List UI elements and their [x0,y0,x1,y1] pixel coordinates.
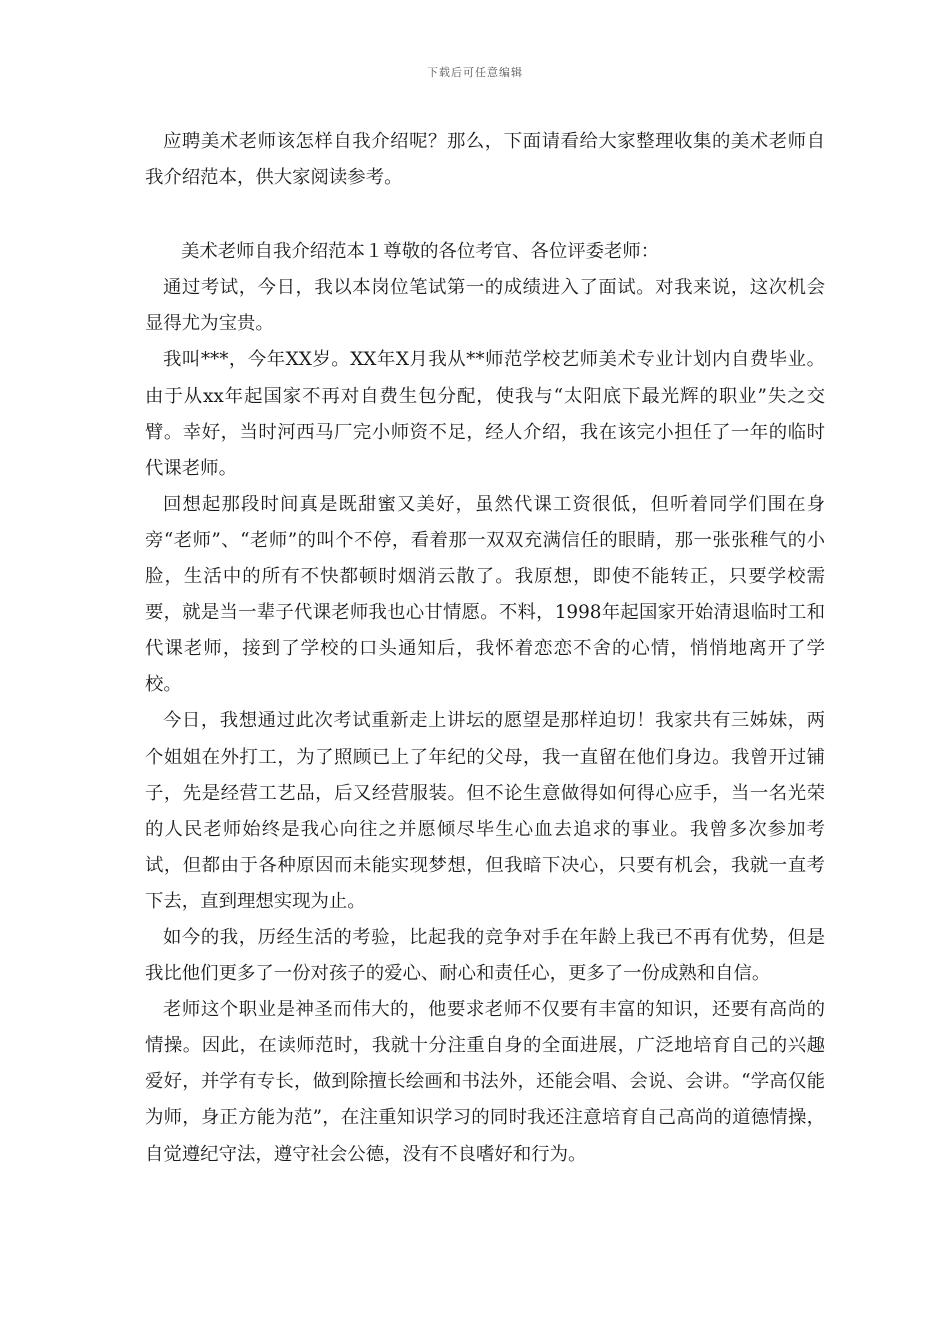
body-paragraph: 通过考试，今日，我以本岗位笔试第一的成绩进入了面试。对我来说，这次机会显得尤为宝贵。 [145,277,825,335]
page-header: 下载后可任意编辑 [427,66,523,79]
document-body [145,124,825,1173]
intro-paragraph: 应聘美术老师该怎样自我介绍呢？那么，下面请看给大家整理收集的美术老师自我介绍范本，供大家阅读参考。 [145,131,825,189]
section-heading: 美术老师自我介绍范本１尊敬的各位考官、各位评委老师： [181,241,660,263]
body-paragraph: 我叫***，今年XX岁。XX年X月我从**师范学校艺师美术专业计划内自费毕业。由于从xx年起国家不再对自费生包分配，使我与“太阳底下最光辉的职业”失之交臂。幸好，当时河西马厂完小师资不足，经人介绍，我在该完小担任了一年的临时代课老师。 [145,349,825,479]
body-paragraph: 回想起那段时间真是既甜蜜又美好，虽然代课工资很低，但听着同学们围在身旁“老师”、“老师”的叫个不停，看着那一双双充满信任的眼睛，那一张张稚气的小脸，生活中的所有不快都顿时烟消云散了。我原想，即使不能转正，只要学校需要，就是当一辈子代课老师我也心甘情愿。不料，1998年起国家开始清退临时工和代课老师，接到了学校的口头通知后，我怀着恋恋不舍的心情，悄悄地离开了学校。 [145,493,825,696]
body-paragraph: 如今的我，历经生活的考验，比起我的竞争对手在年龄上我已不再有优势，但是我比他们更多了一份对孩子的爱心、耐心和责任心，更多了一份成熟和自信。 [145,926,825,985]
body-paragraph: 老师这个职业是神圣而伟大的，他要求老师不仅要有丰富的知识，还要有高尚的情操。因此，在读师范时，我就十分注重自身的全面进展，广泛地培育自己的兴趣爱好，并学有专长，做到除擅长绘画和书法外，还能会唱、会说、会讲。“学高仅能为师，身正方能为范”，在注重知识学习的同时我还注意培育自己高尚的道德情操，自觉遵纪守法，遵守社会公德，没有不良嗜好和行为。 [145,999,825,1165]
body-paragraph: 今日，我想通过此次考试重新走上讲坛的愿望是那样迫切！我家共有三姊妹，两个姐姐在外打工，为了照顾已上了年纪的父母，我一直留在他们身边。我曾开过铺子，先是经营工艺品，后又经营服装。但不论生意做得如何得心应手，当一名光荣的人民老师始终是我心向往之并愿倾尽毕生心血去追求的事业。我曾多次参加考试，但都由于各种原因而未能实现梦想，但我暗下决心，只要有机会，我就一直考下去，直到理想实现为止。 [145,710,825,912]
